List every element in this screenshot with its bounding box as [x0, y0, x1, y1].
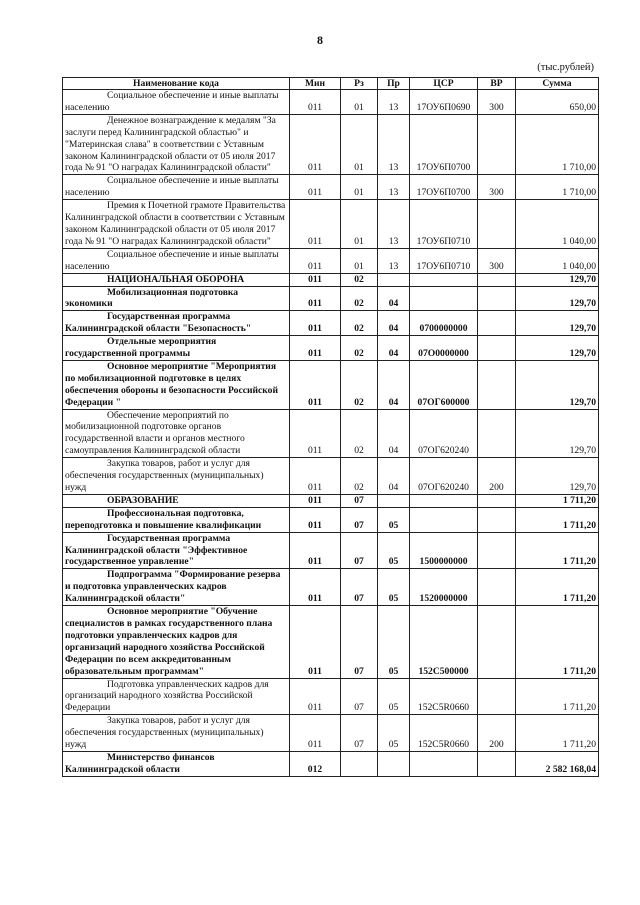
cell-vr: [478, 409, 516, 458]
cell-min: 011: [290, 494, 341, 507]
table-row: [63, 606, 599, 678]
header-vr: ВР: [478, 78, 516, 90]
cell-sum: 2 582 168,04: [516, 751, 599, 776]
header-sum: Сумма: [516, 78, 599, 90]
cell-sum: 129,70: [516, 458, 599, 495]
table-row: [63, 532, 599, 569]
cell-rz: 02: [341, 311, 378, 336]
row-label: Министерство финансов Калининградской области: [65, 751, 215, 775]
row-label: Обеспечение мероприятий по мобилизационной подготовке органов государственной власти и органов местного самоуправления Калининградской области: [65, 409, 245, 457]
cell-min: 011: [290, 273, 341, 286]
cell-rz: 02: [341, 286, 378, 311]
budget-table: [62, 77, 599, 777]
row-label: Отдельные мероприятия государственной программы: [65, 336, 217, 360]
table-row: [63, 409, 599, 458]
row-label: Денежное вознаграждение к медалям "За заслуги перед Калининградской областью" и "Материнская слава" в соответствии с Уставным законом Калининградской области от 05 июля 2017 года № 91 "О наградах Калининградской области": [65, 114, 276, 174]
table-row: [63, 715, 599, 752]
cell-min: 012: [290, 751, 341, 776]
row-label: Социальное обеспечение и иные выплаты населению: [65, 175, 279, 199]
cell-sum: 129,70: [516, 360, 599, 409]
cell-vr: [478, 336, 516, 361]
cell-pr: 13: [378, 175, 410, 200]
cell-sum: 1 710,00: [516, 175, 599, 200]
cell-name: [63, 409, 290, 458]
cell-pr: 13: [378, 90, 410, 115]
header-rz: Рз: [341, 78, 378, 90]
cell-vr: 200: [478, 458, 516, 495]
cell-sum: 650,00: [516, 90, 599, 115]
cell-rz: 02: [341, 273, 378, 286]
cell-vr: [478, 286, 516, 311]
cell-vr: 300: [478, 175, 516, 200]
cell-sum: 1 711,20: [516, 606, 599, 678]
cell-rz: 01: [341, 90, 378, 115]
cell-sum: 1 711,20: [516, 569, 599, 606]
cell-name: [63, 248, 290, 273]
cell-vr: [478, 751, 516, 776]
cell-vr: [478, 532, 516, 569]
cell-name: [63, 678, 290, 715]
cell-min: 011: [290, 360, 341, 409]
cell-pr: 05: [378, 678, 410, 715]
cell-pr: [378, 494, 410, 507]
cell-csr: 07ОГ620240: [410, 458, 478, 495]
cell-sum: 1 711,20: [516, 678, 599, 715]
table-row: [63, 90, 599, 115]
cell-sum: 1 711,20: [516, 494, 599, 507]
table-row: [63, 200, 599, 249]
row-label: Мобилизационная подготовка экономики: [65, 286, 239, 310]
row-label: Закупка товаров, работ и услуг для обеспечения государственных (муниципальных) нужд: [65, 715, 264, 751]
cell-rz: 07: [341, 678, 378, 715]
cell-name: [63, 286, 290, 311]
cell-csr: 0700000000: [410, 311, 478, 336]
cell-rz: 01: [341, 114, 378, 175]
cell-min: 011: [290, 114, 341, 175]
cell-sum: 1 711,20: [516, 715, 599, 752]
cell-pr: 04: [378, 286, 410, 311]
cell-sum: 129,70: [516, 286, 599, 311]
cell-name: [63, 751, 290, 776]
cell-sum: 129,70: [516, 273, 599, 286]
cell-rz: 02: [341, 336, 378, 361]
cell-sum: 1 711,20: [516, 507, 599, 532]
table-row: [63, 175, 599, 200]
cell-vr: [478, 678, 516, 715]
row-label: Государственная программа Калининградской области "Безопасность": [65, 311, 252, 335]
cell-sum: 1 711,20: [516, 532, 599, 569]
header-pr: Пр: [378, 78, 410, 90]
cell-name: [63, 114, 290, 175]
cell-csr: 152С5R0660: [410, 715, 478, 752]
cell-vr: [478, 507, 516, 532]
cell-min: 011: [290, 90, 341, 115]
cell-csr: 152С500000: [410, 606, 478, 678]
cell-pr: [378, 273, 410, 286]
cell-rz: 01: [341, 200, 378, 249]
cell-name: [63, 494, 290, 507]
table-row: [63, 114, 599, 175]
cell-rz: 01: [341, 248, 378, 273]
cell-csr: 07О0000000: [410, 336, 478, 361]
cell-sum: 1 710,00: [516, 114, 599, 175]
cell-rz: 01: [341, 175, 378, 200]
cell-csr: 1520000000: [410, 569, 478, 606]
cell-csr: [410, 286, 478, 311]
cell-min: 011: [290, 569, 341, 606]
cell-min: 011: [290, 175, 341, 200]
row-label: ОБРАЗОВАНИЕ: [107, 494, 179, 506]
cell-csr: 07ОГ620240: [410, 409, 478, 458]
cell-name: [63, 175, 290, 200]
cell-name: [63, 569, 290, 606]
table-row: [63, 494, 599, 507]
cell-sum: 129,70: [516, 409, 599, 458]
cell-csr: [410, 273, 478, 286]
cell-name: [63, 532, 290, 569]
table-row: [63, 751, 599, 776]
table-row: [63, 678, 599, 715]
cell-name: [63, 606, 290, 678]
cell-pr: 04: [378, 311, 410, 336]
cell-vr: 300: [478, 90, 516, 115]
row-label: Основное мероприятие "Обучение специалистов в рамках государственного плана подготовки управленческих кадров для организаций народного хозяйства Российской Федерации по всем аккредитованным образовательным программам": [65, 606, 273, 677]
cell-pr: 05: [378, 569, 410, 606]
cell-min: 011: [290, 507, 341, 532]
cell-pr: 04: [378, 409, 410, 458]
cell-csr: 07ОГ600000: [410, 360, 478, 409]
cell-vr: [478, 360, 516, 409]
cell-pr: 05: [378, 532, 410, 569]
cell-pr: [378, 751, 410, 776]
cell-vr: [478, 606, 516, 678]
table-row: [63, 336, 599, 361]
cell-pr: 04: [378, 336, 410, 361]
cell-min: 011: [290, 286, 341, 311]
table-body: [63, 90, 599, 777]
cell-csr: 1500000000: [410, 532, 478, 569]
cell-csr: 152С5R0660: [410, 678, 478, 715]
cell-rz: 02: [341, 409, 378, 458]
table-row: [63, 273, 599, 286]
row-label: Закупка товаров, работ и услуг для обеспечения государственных (муниципальных) нужд: [65, 458, 264, 493]
cell-min: 011: [290, 336, 341, 361]
cell-pr: 13: [378, 248, 410, 273]
row-label: Премия к Почетной грамоте Правительства Калининградской области в соответствии с Уставным законом Калининградской области от 05 июля 2017 года № 91 "О наградах Калининградской области": [65, 200, 286, 247]
cell-rz: 07: [341, 606, 378, 678]
cell-rz: [341, 751, 378, 776]
row-label: Основное мероприятие "Мероприятия по мобилизационной подготовке в целях обеспечения обороны и безопасности Российской Федерации ": [65, 360, 279, 408]
cell-pr: 04: [378, 360, 410, 409]
cell-min: 011: [290, 248, 341, 273]
cell-csr: 17ОУ6П0710: [410, 200, 478, 249]
cell-min: 011: [290, 532, 341, 569]
table-row: [63, 286, 599, 311]
table-row: [63, 507, 599, 532]
cell-rz: 02: [341, 360, 378, 409]
cell-min: 011: [290, 311, 341, 336]
cell-csr: [410, 507, 478, 532]
cell-csr: [410, 494, 478, 507]
cell-name: [63, 715, 290, 752]
cell-vr: [478, 273, 516, 286]
page-number: 8: [317, 33, 323, 47]
cell-pr: 05: [378, 606, 410, 678]
row-label: Подготовка управленческих кадров для организаций народного хозяйства Российской Федерации: [65, 678, 269, 714]
cell-csr: 17ОУ6П0690: [410, 90, 478, 115]
cell-rz: 07: [341, 715, 378, 752]
row-label: Социальное обеспечение и иные выплаты населению: [65, 248, 279, 272]
cell-pr: 13: [378, 114, 410, 175]
table-row: [63, 569, 599, 606]
cell-rz: 07: [341, 507, 378, 532]
cell-rz: 07: [341, 569, 378, 606]
table-row: [63, 311, 599, 336]
cell-pr: 05: [378, 715, 410, 752]
cell-vr: [478, 569, 516, 606]
cell-min: 011: [290, 715, 341, 752]
cell-rz: 07: [341, 532, 378, 569]
cell-min: 011: [290, 409, 341, 458]
cell-name: [63, 200, 290, 249]
row-label: Профессиональная подготовка, переподготовка и повышение квалификации: [65, 507, 262, 531]
table-row: [63, 248, 599, 273]
cell-min: 011: [290, 200, 341, 249]
cell-vr: [478, 200, 516, 249]
row-label: Социальное обеспечение и иные выплаты населению: [65, 90, 279, 113]
cell-sum: 129,70: [516, 311, 599, 336]
cell-rz: 02: [341, 458, 378, 495]
cell-name: [63, 273, 290, 286]
cell-sum: 1 040,00: [516, 248, 599, 273]
table-row: [63, 360, 599, 409]
cell-vr: 200: [478, 715, 516, 752]
cell-rz: 07: [341, 494, 378, 507]
cell-csr: 17ОУ6П0710: [410, 248, 478, 273]
row-label: Подпрограмма "Формирование резерва и подготовка управленческих кадров Калининградской области": [65, 569, 281, 605]
table-row: [63, 458, 599, 495]
cell-vr: [478, 311, 516, 336]
cell-name: [63, 90, 290, 115]
cell-vr: [478, 114, 516, 175]
cell-pr: 05: [378, 507, 410, 532]
cell-min: 011: [290, 678, 341, 715]
cell-min: 011: [290, 458, 341, 495]
cell-pr: 13: [378, 200, 410, 249]
cell-name: [63, 458, 290, 495]
row-label: НАЦИОНАЛЬНАЯ ОБОРОНА: [107, 273, 245, 285]
cell-vr: [478, 494, 516, 507]
cell-name: [63, 360, 290, 409]
units-label: (тыс.рублей): [537, 62, 594, 73]
header-name: Наименование кода: [63, 78, 290, 90]
cell-pr: 04: [378, 458, 410, 495]
cell-vr: 300: [478, 248, 516, 273]
cell-name: [63, 336, 290, 361]
header-csr: ЦСР: [410, 78, 478, 90]
cell-sum: 1 040,00: [516, 200, 599, 249]
cell-csr: 17ОУ6П0700: [410, 175, 478, 200]
cell-min: 011: [290, 606, 341, 678]
header-min: Мин: [290, 78, 341, 90]
header-row: [63, 78, 599, 90]
cell-name: [63, 311, 290, 336]
row-label: Государственная программа Калининградской области "Эффективное государственное управление": [65, 532, 248, 568]
cell-sum: 129,70: [516, 336, 599, 361]
cell-csr: [410, 751, 478, 776]
cell-name: [63, 507, 290, 532]
cell-csr: 17ОУ6П0700: [410, 114, 478, 175]
